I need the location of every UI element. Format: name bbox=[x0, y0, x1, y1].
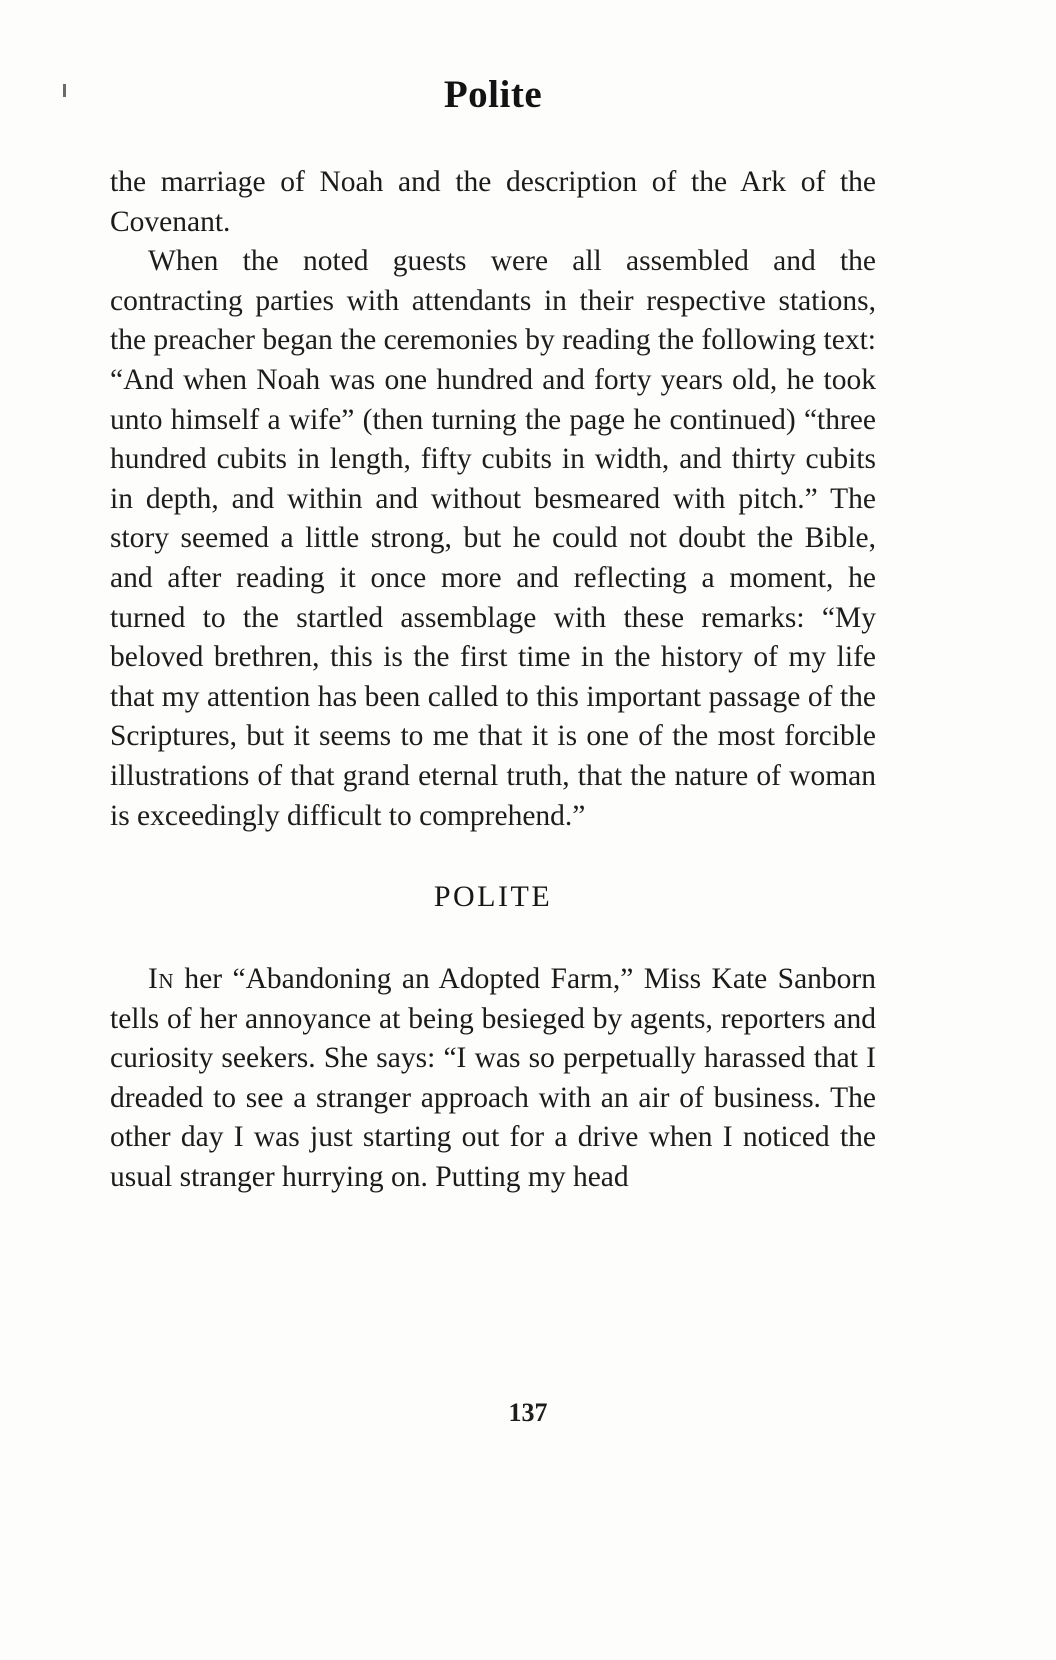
body-text-block bbox=[110, 163, 876, 836]
section-heading-polite: POLITE bbox=[433, 880, 553, 914]
page-number: 137 bbox=[508, 1398, 548, 1427]
ink-speck-mark bbox=[63, 84, 66, 97]
paragraph-kate-sanborn-text: her “Abandoning an Adopted Farm,” Miss Kate Sanborn tells of her annoyance at being besieged by agents, reporters and curiosity seekers. She says: “I was so perpetually harassed that I dreaded to see a stranger approach with an air of business. The other day I was just starting out for a drive when I noticed the usual stranger hurrying on. Putting my head bbox=[110, 963, 876, 1194]
paragraph-noah-ceremony: When the noted guests were all assembled and the contracting parties with attendants in their respective stations, the preacher began the ceremonies by reading the following text: “And when Noah was one hundred and forty years old, he took unto himself a wife” (then turning the page he continued) “three hundred cubits in length, fifty cubits in width, and thirty cubits in depth, and within and without besmeared with pitch.” The story seemed a little strong, but he could not doubt the Bible, and after reading it once more and reflecting a moment, he turned to the startled assemblage with these remarks: “My beloved brethren, this is the first time in the history of my life that my attention has been called to this important passage of the Scriptures, but it seems to me that it is one of the most forcible illustrations of that grand eternal truth, that the nature of woman is exceedingly difficult to comprehend.” bbox=[110, 245, 876, 832]
paragraph-kate-sanborn bbox=[110, 960, 876, 1198]
paragraph-continuation: the marriage of Noah and the description of the Ark of the Covenant. bbox=[110, 166, 876, 238]
section-body-block bbox=[110, 960, 876, 1198]
running-head: Polite bbox=[443, 73, 543, 116]
small-caps-lead-in: In bbox=[148, 963, 174, 996]
